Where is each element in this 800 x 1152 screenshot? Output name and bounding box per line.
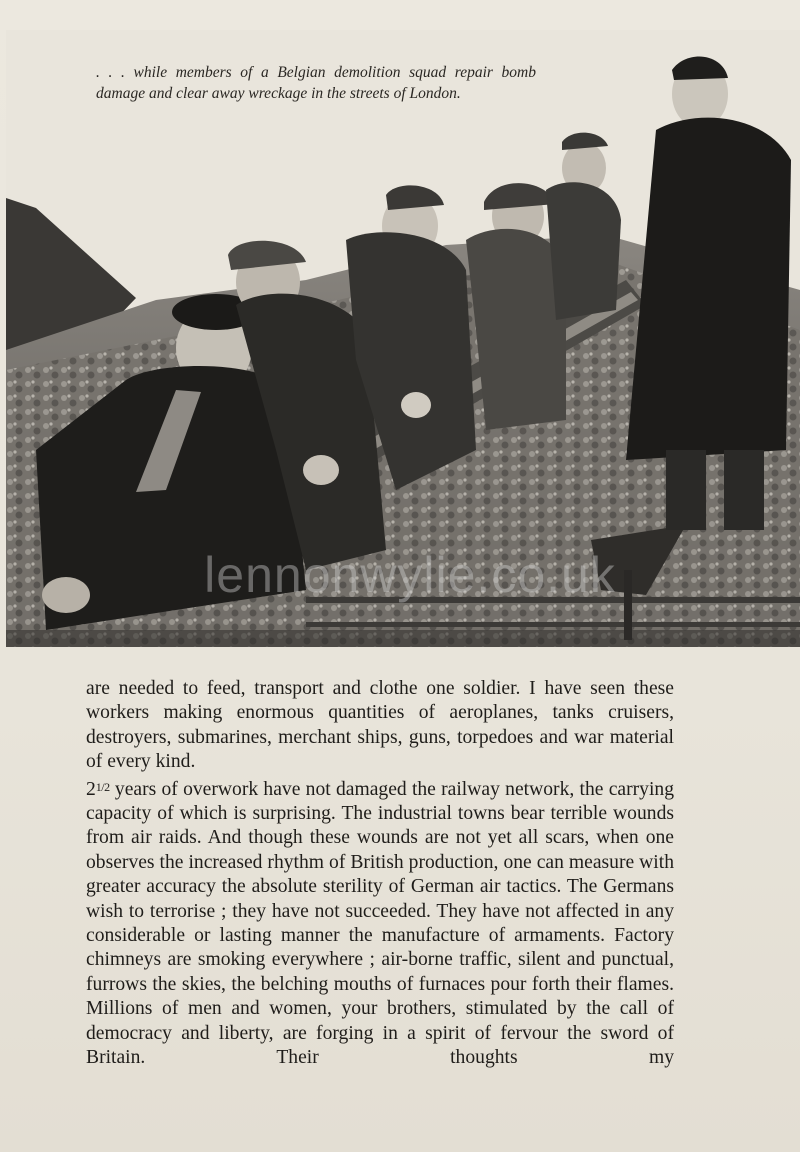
paragraph-1: are needed to feed, transport and clothe one soldier. I have seen these workers making enormous quantities of aeroplanes, tanks cruisers, destroyers, submarines, merchant ships, guns, torpedoes and war material of every kind. bbox=[86, 678, 674, 773]
photo-caption: . . . while members of a Belgian demolition squad repair bomb damage and clear away wreckage in the streets of London. bbox=[96, 64, 536, 102]
body-text bbox=[86, 677, 674, 1071]
paragraph-2 bbox=[86, 775, 674, 1071]
fraction-half: 1/2 bbox=[95, 779, 110, 794]
paragraph-2-text: years of overwork have not damaged the railway network, the carrying capacity of which is surprising. The industrial towns bear terrible wounds from air raids. And though these wounds are not yet all scars, when one observes the increased rhythm of British production, one can measure with greater accuracy the absolute sterility of German air tactics. The Germans wish to terrorise ; they have not succeeded. They have not affected in any considerable or lasting manner the manufacture of armaments. Factory chimneys are smoking everywhere ; air-borne traffic, silent and punctual, furrows the skies, the belching mouths of furnaces pour forth their flames. Millions of men and women, your brothers, stimulated by the call of democracy and liberty, are forging in a spirit of fervour the sword of Britain. Their thoughts my bbox=[86, 778, 674, 1069]
paragraph-2-lead-number: 2 bbox=[86, 778, 96, 800]
watermark-text: lennonwylie.co.uk bbox=[204, 547, 616, 603]
